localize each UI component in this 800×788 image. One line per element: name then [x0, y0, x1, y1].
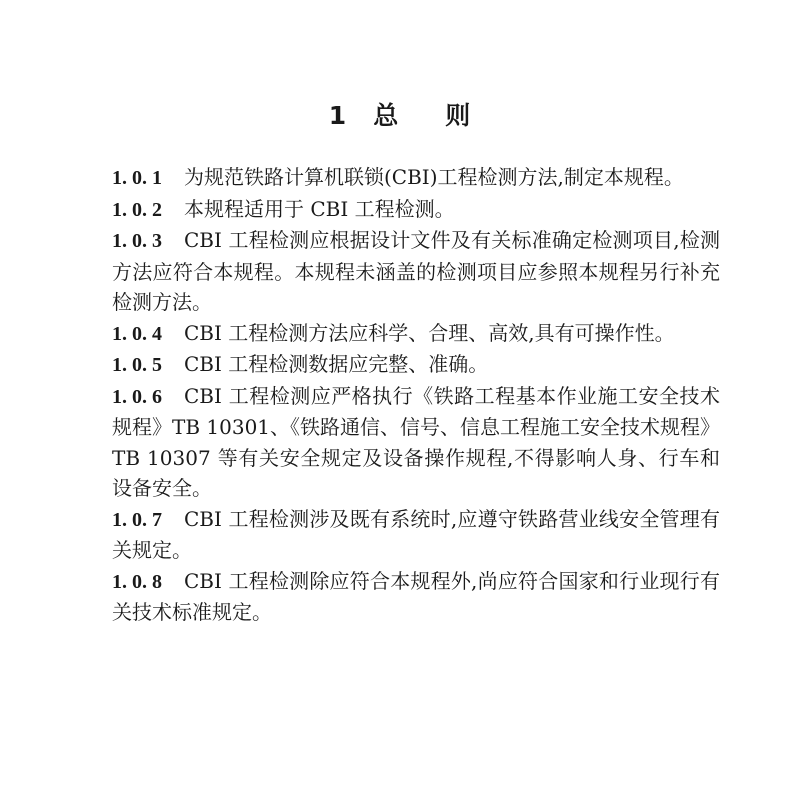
clause-text: CBI 工程检测数据应完整、准确。 [184, 352, 489, 376]
clause-text: 为规范铁路计算机联锁(CBI)工程检测方法,制定本规程。 [184, 165, 684, 189]
clause-list [112, 162, 720, 628]
chapter-number: 1 [328, 101, 348, 130]
clause-1-0-8 [112, 566, 720, 628]
clause-text: CBI 工程检测方法应科学、合理、高效,具有可操作性。 [184, 320, 675, 345]
clause-1-0-3 [112, 225, 720, 318]
clause-1-0-1 [112, 162, 720, 194]
clause-1-0-2 [112, 194, 720, 226]
clause-number: 1. 0. 8 [112, 570, 162, 593]
clause-text: CBI 工程检测应根据设计文件及有关标准确定检测项目,检测方法应符合本规程。本规程未涵盖的检测项目应参照本规程另行补充检测方法。 [112, 228, 720, 314]
clause-1-0-4 [112, 318, 720, 350]
clause-text: 本规程适用于 CBI 工程检测。 [184, 196, 455, 221]
chapter-heading [0, 96, 800, 136]
clause-1-0-6 [112, 381, 720, 504]
clause-text: CBI 工程检测除应符合本规程外,尚应符合国家和行业现行有关技术标准规定。 [112, 568, 720, 624]
chapter-title-part1: 总 [373, 101, 400, 130]
clause-text: CBI 工程检测应严格执行《铁路工程基本作业施工安全技术规程》TB 10301、《铁路通信、信号、信息工程施工安全技术规程》TB 10307 等有关安全规定及设备操作规程,不得影响人身、行车和设备安全。 [112, 383, 721, 500]
clause-number: 1. 0. 7 [112, 508, 162, 531]
clause-number: 1. 0. 3 [112, 230, 162, 252]
clause-number: 1. 0. 1 [112, 167, 162, 189]
clause-text: CBI 工程检测涉及既有系统时,应遵守铁路营业线安全管理有关规定。 [112, 506, 720, 562]
chapter-title-part2: 则 [445, 101, 472, 130]
clause-1-0-5 [112, 349, 720, 381]
clause-number: 1. 0. 2 [112, 198, 162, 221]
clause-number: 1. 0. 4 [112, 322, 162, 345]
clause-number: 1. 0. 5 [112, 354, 162, 376]
clause-1-0-7 [112, 504, 720, 566]
clause-number: 1. 0. 6 [112, 385, 162, 408]
